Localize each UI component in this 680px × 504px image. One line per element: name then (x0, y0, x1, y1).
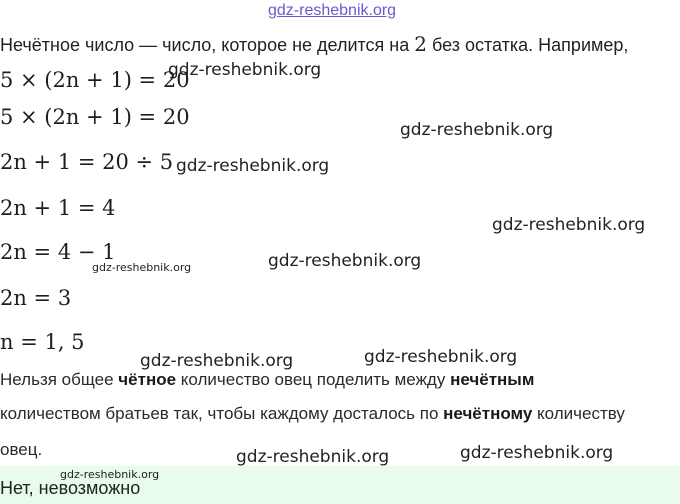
equation-7: n = 1, 5 (0, 330, 85, 354)
watermark: gdz-reshebnik.org (236, 447, 390, 467)
intro-text (0, 32, 628, 56)
conclusion-line-3: овец. (0, 440, 43, 459)
equation-4: 2n + 1 = 4 (0, 196, 116, 220)
conclusion-text: количество овец поделить между (176, 370, 451, 389)
equation-2: 5 × (2n + 1) = 20 (0, 105, 190, 129)
watermark: gdz-reshebnik.org (460, 443, 614, 463)
equation-3: 2n + 1 = 20 ÷ 5 (0, 150, 174, 174)
site-header-link[interactable]: gdz-reshebnik.org (268, 2, 397, 19)
equation-1: 5 × (2n + 1) = 20 (0, 68, 190, 92)
intro-number: 2 (414, 32, 427, 56)
conclusion-line-1 (0, 370, 534, 390)
watermark-small: gdz-reshebnik.org (60, 468, 160, 481)
equation-6: 2n = 3 (0, 286, 72, 310)
watermark: gdz-reshebnik.org (140, 351, 294, 371)
conclusion-bold-odd-2: нечётному (443, 404, 533, 423)
conclusion-text: Нельзя общее (0, 370, 119, 389)
conclusion-bold-odd: нечётным (450, 370, 535, 389)
conclusion-text: количеством братьев так, чтобы каждому досталось по (0, 404, 444, 423)
conclusion-line-2 (0, 404, 625, 424)
watermark: gdz-reshebnik.org (176, 156, 330, 176)
intro-text-before: Нечётное число — число, которое не делится на (0, 35, 415, 55)
watermark-small: gdz-reshebnik.org (92, 261, 192, 274)
conclusion-bold-even: чётное (118, 370, 177, 389)
watermark: gdz-reshebnik.org (400, 120, 554, 140)
watermark: gdz-reshebnik.org (492, 215, 646, 235)
conclusion-text: количеству (532, 404, 625, 423)
equation-5: 2n = 4 − 1 (0, 240, 116, 264)
watermark: gdz-reshebnik.org (268, 251, 422, 271)
intro-text-after: без остатка. Например, (427, 35, 629, 55)
answer-text: Нет, невозможно (0, 478, 141, 498)
watermark: gdz-reshebnik.org (364, 347, 518, 367)
watermark: gdz-reshebnik.org (168, 60, 322, 80)
